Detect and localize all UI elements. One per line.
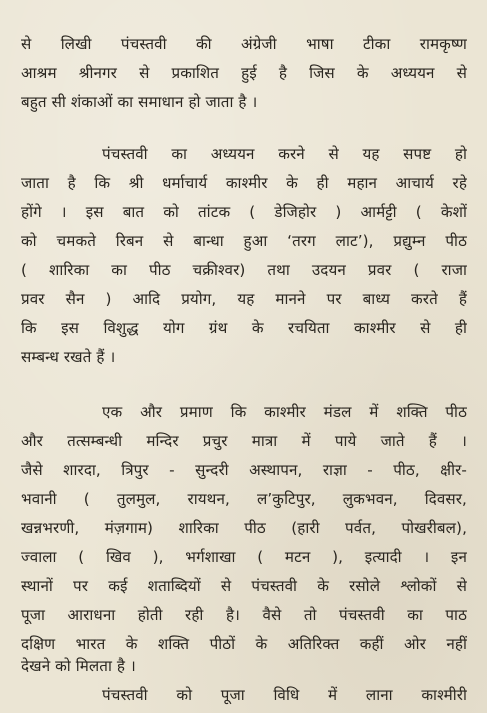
text-line: कि इस विशुद्ध योग ग्रंथ के रचयिता काश्मीर से ही — [21, 319, 467, 337]
text-line: होंगे । इस बात को तांटक ( डेजिहोर ) आर्मट्टी ( केशों — [21, 203, 467, 221]
text-line: खन्नभरणी, मंज़गाम) शारिका पीठ (हारी पर्वत, पोखरीबल), — [21, 519, 467, 537]
text-line: देखने को मिलता है । — [21, 657, 136, 675]
text-line: पूजा आराधना होती रही है। वैसे तो पंचस्तवी का पाठ — [21, 606, 467, 624]
text-line: प्रवर सैन ) आदि प्रयोग, यह मानने पर बाध्य करते हैं — [21, 290, 467, 308]
text-line: और तत्सम्बन्धी मन्दिर प्रचुर मात्रा में पाये जाते हैं । — [21, 432, 467, 450]
text-line: आश्रम श्रीनगर से प्रकाशित हुई है जिस के अध्ययन से — [21, 64, 467, 82]
text-line: सम्बन्ध रखते हैं । — [21, 348, 116, 366]
text-line: एक और प्रमाण कि काश्मीर मंडल में शक्ति पीठ — [102, 403, 467, 421]
text-line: भवानी ( तुलमुल, रायथन, ल’कुटिपुर, लुकभवन, दिवसर, — [21, 490, 467, 508]
text-line: ज्वाला ( खिव ), भर्गशाखा ( मटन ), इत्यादी । इन — [21, 548, 467, 566]
text-line: जैसे शारदा, त्रिपुर - सुन्दरी अस्थापन, राज्ञा - पीठ, क्षीर- — [21, 461, 467, 479]
text-line: जाता है कि श्री धर्माचार्य काश्मीर के ही महान आचार्य रहे — [21, 174, 467, 192]
text-line: को चमकते रिबन से बान्धा हुआ ‘तरग लाट’), प्रद्युम्न पीठ — [21, 232, 467, 250]
text-line: पंचस्तवी का अध्ययन करने से यह सपष्ट हो — [102, 145, 467, 163]
text-line: पंचस्तवी को पूजा विधि में लाना काश्मीरी — [102, 686, 467, 704]
text-line: स्थानों पर कई शताब्दियों से पंचस्तवी के रसोले श्लोकों से — [21, 577, 467, 595]
text-line: ( शारिका का पीठ चक्रीश्वर) तथा उदयन प्रवर ( राजा — [21, 261, 467, 279]
text-line: से लिखी पंचस्तवी की अंग्रेजी भाषा टीका रामकृष्ण — [21, 35, 467, 53]
text-line: दक्षिण भारत के शक्ति पीठों के अतिरिक्त कहीं ओर नहीं — [21, 635, 467, 653]
text-line: बहुत सी शंकाओं का समाधान हो जाता है । — [21, 93, 258, 111]
